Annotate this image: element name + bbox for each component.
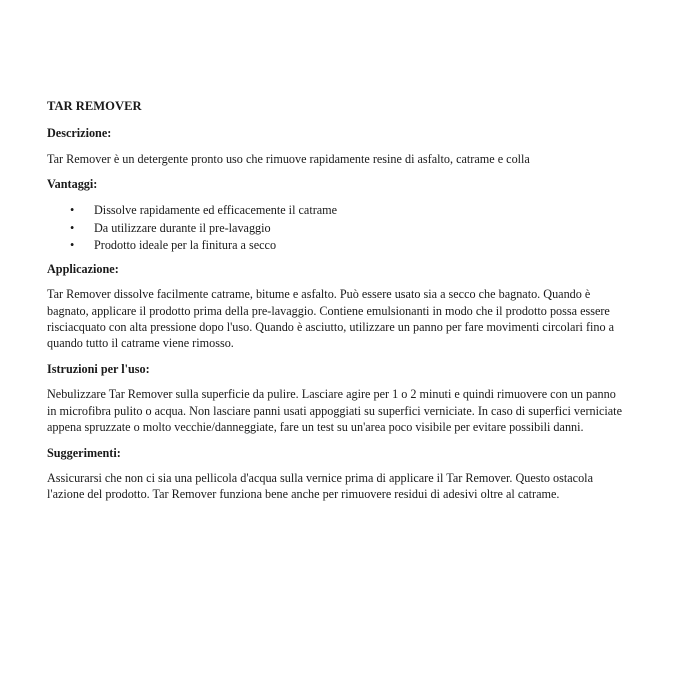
section-heading-suggerimenti: Suggerimenti:: [47, 445, 121, 460]
text-line: Tar Remover dissolve facilmente catrame, bitume e asfalto. Può essere usato sia a secco che bagnato. Quando è: [47, 287, 591, 302]
section-heading-descrizione: Descrizione:: [47, 126, 112, 141]
list-item: [47, 202, 667, 218]
applicazione-text: [47, 286, 667, 352]
vantaggi-list: [47, 202, 667, 254]
section-heading-vantaggi: Vantaggi:: [47, 177, 98, 192]
list-item-text: Dissolve rapidamente ed efficacemente il catrame: [94, 202, 338, 217]
bullet-icon: •: [70, 220, 75, 235]
page-title: TAR REMOVER: [47, 99, 142, 113]
bullet-icon: •: [70, 202, 75, 217]
text-line: Nebulizzare Tar Remover sulla superficie da pulire. Lasciare agire per 1 o 2 minuti e quindi rimuovere con un panno: [47, 387, 616, 402]
text-line: quando tutto il catrame viene rimosso.: [47, 336, 234, 351]
section-heading-istruzioni: Istruzioni per l'uso:: [47, 361, 150, 376]
text-line: Assicurarsi che non ci sia una pellicola d'acqua sulla vernice prima di applicare il Tar Remover. Questo ostacola: [47, 470, 593, 485]
document-page: [47, 98, 667, 512]
text-line: appena spruzzate o molto vecchie/danneggiate, fare un test su un'area poco visibile per evitare possibili danni.: [47, 420, 584, 435]
list-item-text: Da utilizzare durante il pre-lavaggio: [94, 220, 271, 235]
text-line: in microfibra pulito o acqua. Non lasciare panni usati appoggiati su superfici verniciate. In caso di superfici verniciate: [47, 403, 622, 418]
bullet-icon: •: [70, 238, 75, 253]
section-heading-applicazione: Applicazione:: [47, 261, 119, 276]
list-item-text: Prodotto ideale per la finitura a secco: [94, 238, 277, 253]
list-item: [47, 237, 667, 253]
list-item: [47, 220, 667, 236]
text-line: l'azione del prodotto. Tar Remover funziona bene anche per rimuovere residui di adesivi oltre al catrame.: [47, 487, 560, 502]
descrizione-text: Tar Remover è un detergente pronto uso che rimuove rapidamente resine di asfalto, catrame e colla: [47, 151, 530, 166]
istruzioni-text: [47, 386, 667, 435]
text-line: risciacquato con alta pressione dopo l'uso. Quando è asciutto, utilizzare un panno per fare movimenti circolari fino a: [47, 320, 615, 335]
text-line: bagnato, applicare il prodotto prima della pre-lavaggio. Contiene emulsionanti in modo che il prodotto possa essere: [47, 303, 610, 318]
suggerimenti-text: [47, 470, 667, 503]
